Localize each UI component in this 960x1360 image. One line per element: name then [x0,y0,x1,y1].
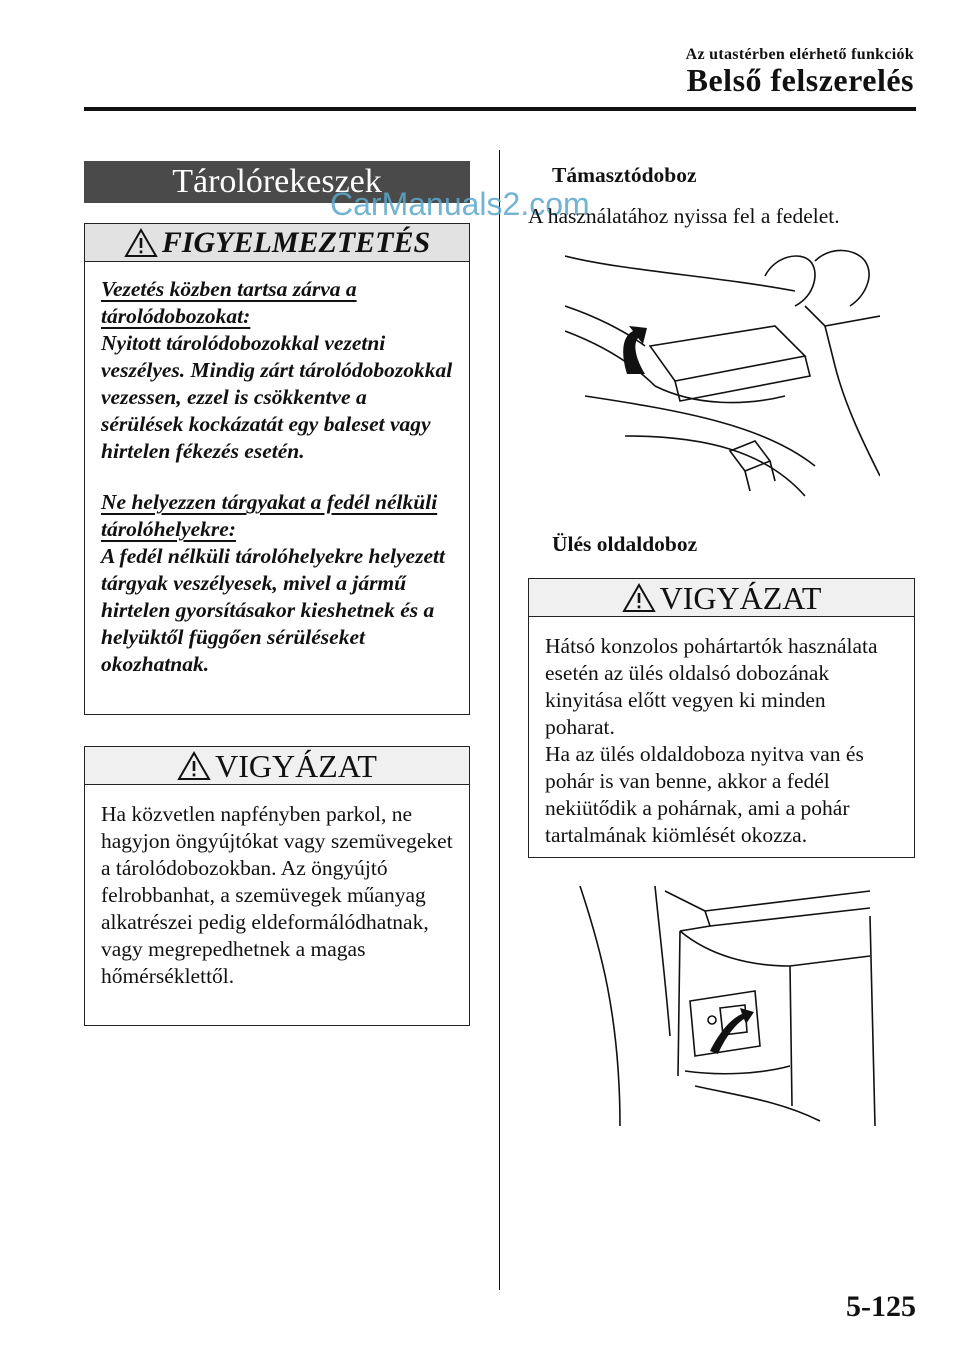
column-divider [499,150,500,1290]
warning-item-heading: Ne helyezzen tárgyakat a fedél nélküli tárolóhelyekre: [101,490,438,541]
warning-label: FIGYELMEZTETÉS [161,225,431,259]
watermark: CarManuals2.com [330,186,590,222]
header-rule [84,107,916,111]
warning-triangle-icon [177,751,211,781]
seat-side-box-illustration [560,886,880,1126]
caution-label: VIGYÁZAT [215,747,377,784]
warning-triangle-icon [124,228,158,258]
warning-box [84,223,470,715]
caution-label: VIGYÁZAT [659,579,822,616]
warning-item-text: A fedél nélküli tárolóhelyekre helyezett tárgyak veszélyesek, mivel a jármű hirtelen gyorsításakor kieshetnek és a helyüktől függően sérüléseket okozhatnak. [101,544,445,676]
caution-box-header [85,747,469,785]
caution-box-left [84,746,470,1026]
caution-text: Hátsó konzolos pohártartók használata esetén az ülés oldalsó dobozának kinyitása előtt vegyen ki minden poharat. Ha az ülés oldaldoboza nyitva van és pohár is van benne, akkor a fedél nekiütődik a pohárnak, ami a pohár tartalmának kiömlését okozza. [545,634,878,847]
seat-side-box-heading: Ülés oldaldoboz [552,532,698,556]
section-title: Tárolórekeszek [84,161,470,203]
page-number: 5-125 [846,1290,916,1323]
warning-body [85,262,469,688]
armrest-box-text: A használatához nyissa fel a fedelet. [528,204,840,228]
armrest-box-heading: Támasztódoboz [552,163,697,187]
running-header-title: Belső felszerelés [686,62,914,98]
armrest-box-illustration [565,236,880,506]
warning-triangle-icon [622,583,656,613]
warning-box-header [85,224,469,262]
caution-box-header [529,579,914,617]
warning-item-heading: Vezetés közben tartsa zárva a tárolódobozokat: [101,277,357,328]
running-header-subtitle: Az utastérben elérhető funkciók [685,46,914,63]
warning-item-text: Nyitott tárolódobozokkal vezetni veszélyes. Mindig zárt tárolódobozokkal vezessen, ezzel is csökkentve a sérülések kockázatát egy baleset vagy hirtelen fékezés esetén. [101,331,453,463]
caution-box-right [528,578,915,858]
caution-text: Ha közvetlen napfényben parkol, ne hagyjon öngyújtókat vagy szemüvegeket a tárolódobozokban. Az öngyújtó felrobbanhat, a szemüvegek műanyag alkatrészei pedig eldeformálódhatnak, vagy megrepedhetnek a magas hőmérséklettől. [101,802,453,988]
